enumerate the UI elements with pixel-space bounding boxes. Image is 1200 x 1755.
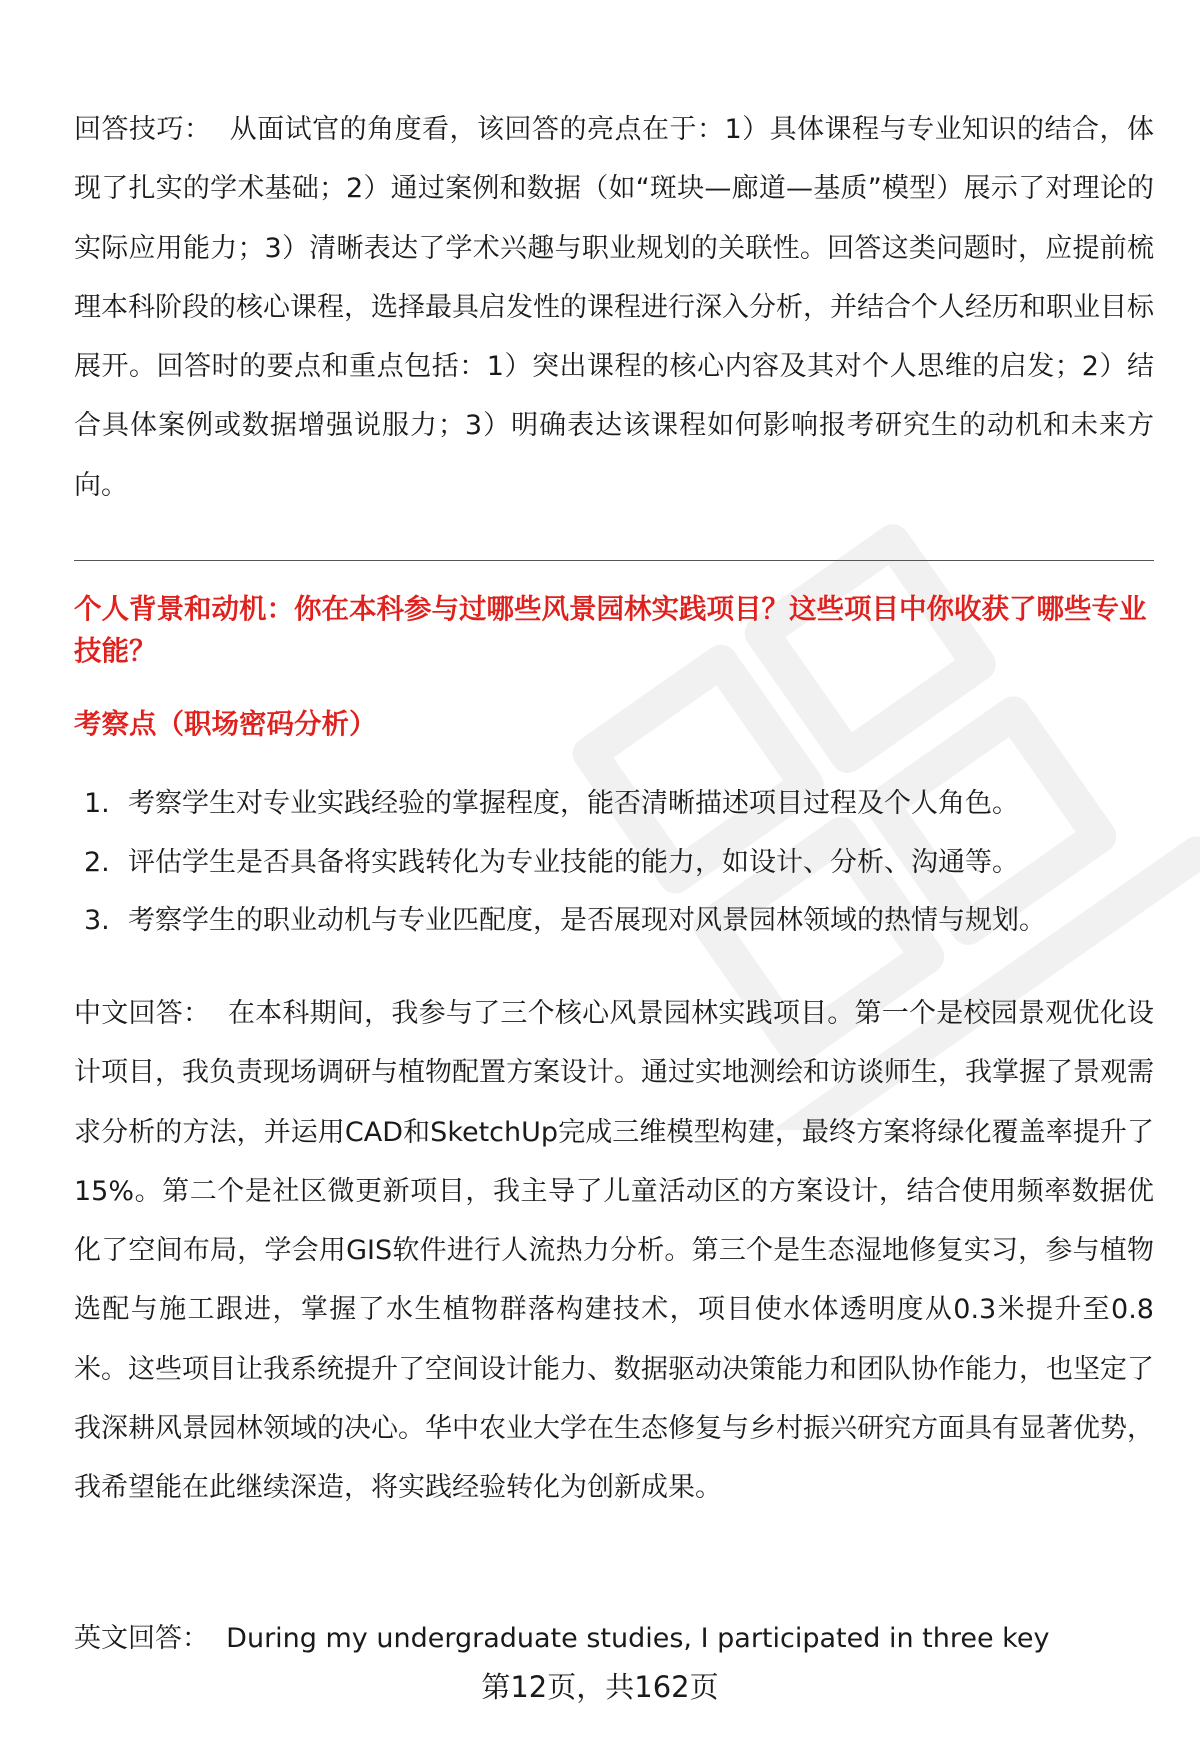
chinese-answer-text: 在本科期间，我参与了三个核心风景园林实践项目。第一个是校园景观优化设计项目，我负责现场调研与植物配置方案设计。通过实地测绘和访谈师生，我掌握了景观需求分析的方法，并运用CAD和SketchUp完成三维模型构建，最终方案将绿化覆盖率提升了15%。第二个是社区微更新项目，我主导了儿童活动区的方案设计，结合使用频率数据优化了空间布局，学会用GIS软件进行人流热力分析。第三个是生态湿地修复实习，参与植物选配与施工跟进，掌握了水生植物群落构建技术，项目使水体透明度从0.3米提升至0.8米。这些项目让我系统提升了空间设计能力、数据驱动决策能力和团队协作能力，也坚定了我深耕风景园林领域的决心。华中农业大学在生态修复与乡村振兴研究方面具有显著优势，我希望能在此继续深造，将实践经验转化为创新成果。	[74, 998, 1155, 1504]
answer-tips-text: 从面试官的角度看，该回答的亮点在于：1）具体课程与专业知识的结合，体现了扎实的学术基础；2）通过案例和数据（如“斑块—廊道—基质”模型）展示了对理论的实际应用能力；3）清晰表达了学术兴趣与职业规划的关联性。回答这类问题时，应提前梳理本科阶段的核心课程，选择最具启发性的课程进行深入分析，并结合个人经历和职业目标展开。回答时的要点和重点包括：1）突出课程的核心内容及其对个人思维的启发；2）结合具体案例或数据增强说服力；3）明确表达该课程如何影响报考研究生的动机和未来方向。	[74, 114, 1155, 501]
list-item	[74, 834, 1154, 893]
list-item	[74, 775, 1154, 834]
page-footer: 第12页，共162页	[481, 1670, 719, 1704]
answer-tips-label: 回答技巧：	[74, 114, 212, 145]
english-answer-label: 英文回答：	[74, 1623, 209, 1654]
english-answer-paragraph	[74, 1609, 1154, 1668]
chinese-answer-label: 中文回答：	[74, 998, 211, 1029]
list-item-number: 1.	[84, 788, 110, 819]
chinese-answer-paragraph	[74, 984, 1154, 1518]
assessment-points-list	[74, 775, 1154, 951]
list-item-text: 评估学生是否具备将实践转化为专业技能的能力，如设计、分析、沟通等。	[128, 846, 1019, 878]
section-divider	[74, 560, 1154, 561]
question-heading: 个人背景和动机：你在本科参与过哪些风景园林实践项目？这些项目中你收获了哪些专业技能？	[74, 593, 1147, 667]
list-item-text: 考察学生对专业实践经验的掌握程度，能否清晰描述项目过程及个人角色。	[128, 788, 1019, 819]
assessment-points-heading: 考察点（职场密码分析）	[74, 708, 377, 740]
english-answer-text: During my undergraduate studies, I participated in three key	[226, 1623, 1050, 1654]
list-item-number: 2.	[84, 846, 110, 878]
answer-tips-paragraph	[74, 100, 1154, 540]
list-item	[74, 892, 1154, 951]
list-item-text: 考察学生的职业动机与专业匹配度，是否展现对风景园林领域的热情与规划。	[128, 905, 1046, 936]
list-item-number: 3.	[84, 905, 110, 936]
